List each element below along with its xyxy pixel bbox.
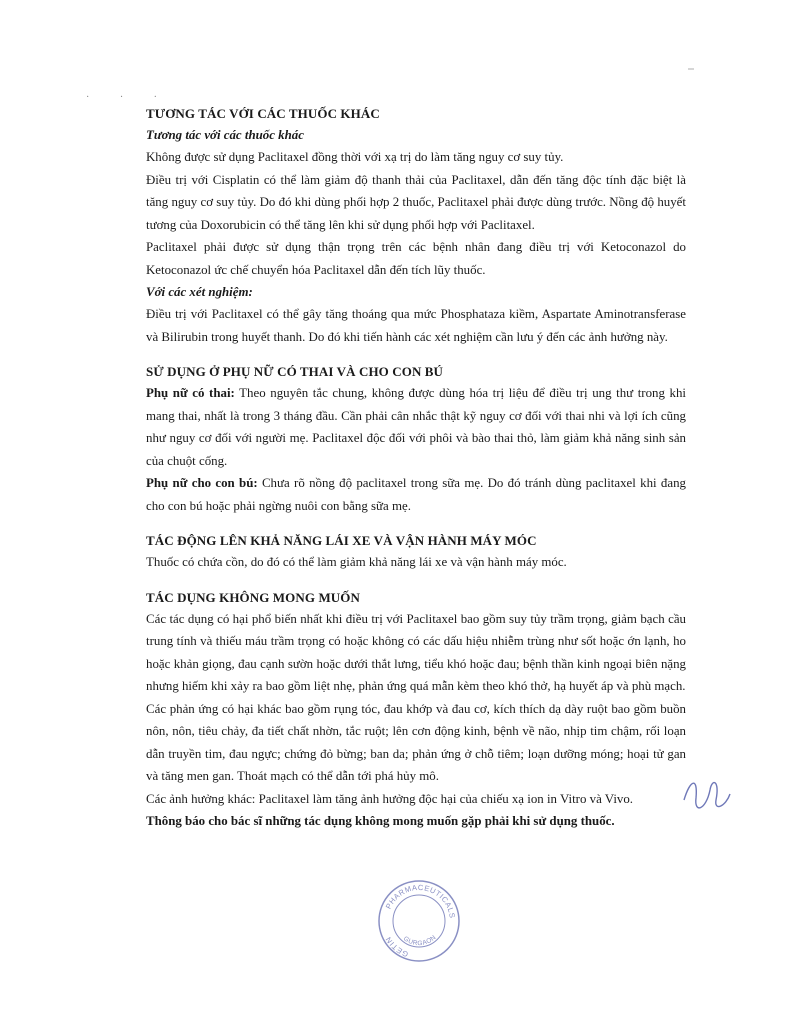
label-breastfeeding: Phụ nữ cho con bú: <box>146 476 258 490</box>
text-pregnant: Theo nguyên tắc chung, không được dùng hóa trị liệu để điều trị ung thư trong khi mang thai, nhất là trong 3 tháng đầu. Cần phải cân nhắc thật kỹ nguy cơ đối với thai nhi và lợi ích cũng như nguy cơ đối với người mẹ. Paclitaxel độc đối với phôi và bào thai thỏ, làm giảm khả năng sinh sản của chuột cống. <box>146 386 686 468</box>
scan-mark <box>688 68 694 70</box>
section-title-interactions: TƯƠNG TÁC VỚI CÁC THUỐC KHÁC <box>146 106 380 121</box>
text-breastfeeding: Chưa rõ nồng độ paclitaxel trong sữa mẹ. Do đó tránh dùng paclitaxel khi đang cho con bú hoặc phải ngừng nuôi con bằng sữa mẹ. <box>146 476 686 513</box>
paragraph: Các phản ứng có hại khác bao gồm rụng tóc, đau khớp và đau cơ, kích thích dạ dày ruột bao gồm buồn nôn, nôn, tiêu chảy, đa tiết chất nhờn, tắc ruột; lên cơn động kinh, bệnh về não, nhịp tim chậm, rối loạn dẫn truyền tim, đau ngực; chứng đỏ bừng; ban da; phản ứng ở chỗ tiêm; loạn dưỡng móng; hoại tử gan và tăng men gan. Thoát mạch có thể dẫn tới phá hủy mô. <box>146 701 686 783</box>
spacer <box>146 574 686 588</box>
signature-icon <box>676 770 736 820</box>
scan-dots: · · · <box>86 92 171 103</box>
paragraph: Thuốc có chứa cồn, do đó có thể làm giảm khả năng lái xe và vận hành máy móc. <box>146 555 567 569</box>
stamp-text-bottom: GURGAON <box>402 933 438 948</box>
paragraph: Các ảnh hưởng khác: Paclitaxel làm tăng ảnh hưởng độc hại của chiếu xạ ion in Vitro và Vivo. <box>146 791 634 806</box>
paragraph: Các tác dụng có hại phổ biến nhất khi điều trị với Paclitaxel bao gồm suy tủy trầm trọng, giảm bạch cầu trung tính và thiếu máu trầm trọng có hoặc không có các dấu hiệu nhiễm trùng như sốt hoặc ớn lạnh, ho hoặc khản giọng, đau cạnh sườn hoặc dưới thắt lưng, tiểu khó hoặc đau; bệnh thần kinh ngoại biên nặng nhưng hiếm khi xảy ra bao gồm liệt nhẹ, phản ứng quá mẫn kèm theo khó thở, hạ huyết áp và phù mạch. <box>146 611 686 693</box>
section-title-driving: TÁC ĐỘNG LÊN KHẢ NĂNG LÁI XE VÀ VẬN HÀNH MÁY MÓC <box>146 533 537 548</box>
document-content <box>146 104 686 832</box>
stamp-text-top: PHARMACEUTICALS <box>383 882 457 920</box>
notice-report-to-doctor: Thông báo cho bác sĩ những tác dụng không mong muốn gặp phải khi sử dụng thuốc. <box>146 814 615 828</box>
spacer <box>146 348 686 362</box>
subheading-lab-tests: Với các xét nghiệm: <box>146 285 253 299</box>
svg-text:GURGAON <box>402 934 438 947</box>
paragraph: Không được sử dụng Paclitaxel đồng thời với xạ trị do làm tăng nguy cơ suy tủy. <box>146 150 564 164</box>
paragraph-breastfeeding <box>146 472 686 517</box>
subheading-drug-interactions: Tương tác với các thuốc khác <box>146 128 304 142</box>
spacer <box>146 517 686 531</box>
label-pregnant: Phụ nữ có thai: <box>146 386 235 400</box>
paragraph: Điều trị với Cisplatin có thể làm giảm độ thanh thải của Paclitaxel, dẫn đến tăng độc tính đặc biệt là tăng nguy cơ suy tủy. Do đó khi dùng phối hợp 2 thuốc, Paclitaxel phải được dùng trước. Nồng độ huyết tương của Doxorubicin có thể tăng lên khi sử dụng phối hợp với Paclitaxel. <box>146 172 686 232</box>
section-title-pregnancy: SỬ DỤNG Ở PHỤ NỮ CÓ THAI VÀ CHO CON BÚ <box>146 364 444 379</box>
section-title-adverse-effects: TÁC DỤNG KHÔNG MONG MUỐN <box>146 589 360 605</box>
paragraph: Paclitaxel phải được sử dụng thận trọng trên các bệnh nhân đang điều trị với Ketoconazol do Ketoconazol ức chế chuyển hóa Paclitaxel dẫn đến tích lũy thuốc. <box>146 240 686 277</box>
stamp-text-left: GETIN <box>383 934 410 959</box>
paragraph: Điều trị với Paclitaxel có thể gây tăng thoáng qua mức Phosphataza kiềm, Aspartate Aminotransferase và Bilirubin trong huyết thanh. Do đó khi tiến hành các xét nghiệm cần lưu ý đến các ảnh hưởng này. <box>146 307 686 344</box>
paragraph-pregnant <box>146 382 686 472</box>
company-stamp-icon <box>376 878 462 964</box>
